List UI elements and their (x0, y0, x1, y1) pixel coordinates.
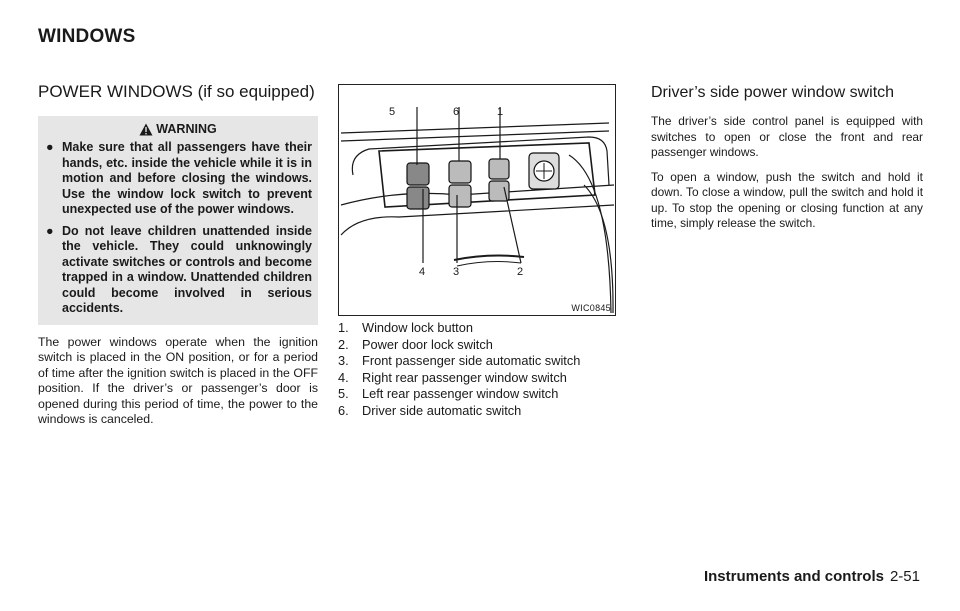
legend-item: 1. Window lock button (338, 320, 473, 335)
legend-item: 3. Front passenger side automatic switch (338, 353, 581, 369)
page-footer (704, 568, 920, 585)
legend-list (338, 320, 638, 420)
footer-label: Instruments and controls (703, 568, 884, 585)
warning-icon (139, 123, 153, 136)
warning-title (44, 122, 312, 136)
figure-code: WIC0845 (571, 303, 611, 313)
legend-item: 6. Driver side automatic switch (338, 402, 522, 418)
warning-item (44, 140, 312, 218)
callout-3: 3 (453, 266, 460, 278)
section-title: WINDOWS (38, 26, 136, 47)
body-text: To open a window, push the switch and hold it down. To close a window, pull the switch and hold it up. To stop the opening or closing function at any time, simply release the switch. (651, 169, 923, 230)
warning-text: Do not leave children unattended inside the vehicle. They could unknowingly activate switches or controls and become trapped in a window. Unattended children could become involved in serious accidents. (62, 223, 312, 315)
warning-text: Make sure that all passengers have their hands, etc. inside the vehicle while it is in motion and before closing the windows. Use the window lock switch to prevent unexpected use of the power windows. (62, 140, 312, 216)
legend-item: 4. Right rear passenger window switch (338, 369, 567, 385)
legend-item: 2. Power door lock switch (338, 336, 493, 352)
right-column (651, 84, 923, 241)
warning-item (44, 224, 312, 317)
body-text: The power windows operate when the ignition switch is placed in the ON position, or for a period of time after the ignition switch is placed in the OFF position. If the driver’s or passenger’s door is opened during this period of time, the power to the windows is canceled. (38, 334, 318, 426)
warning-box (38, 116, 318, 325)
sub-heading: Driver’s side power window switch (651, 84, 895, 101)
legend-item: 5. Left rear passenger window switch (338, 386, 559, 402)
callout-6: 6 (453, 106, 460, 118)
bullet-icon: ● (46, 140, 54, 154)
callout-4: 4 (419, 266, 426, 278)
callout-1: 1 (497, 106, 504, 118)
switch-panel-drawing (339, 85, 615, 315)
left-column (38, 82, 318, 428)
warning-list (44, 140, 312, 317)
callout-2: 2 (517, 266, 524, 278)
warning-label: WARNING (156, 122, 217, 136)
switch-panel-illustration (338, 84, 616, 316)
page-number: 2-51 (889, 568, 920, 585)
callout-5: 5 (389, 106, 396, 118)
page-heading: POWER WINDOWS (if so equipped) (38, 82, 315, 101)
body-text: The driver’s side control panel is equipped with switches to open or close the front and rear passenger windows. (651, 114, 923, 159)
bullet-icon: ● (46, 223, 54, 238)
